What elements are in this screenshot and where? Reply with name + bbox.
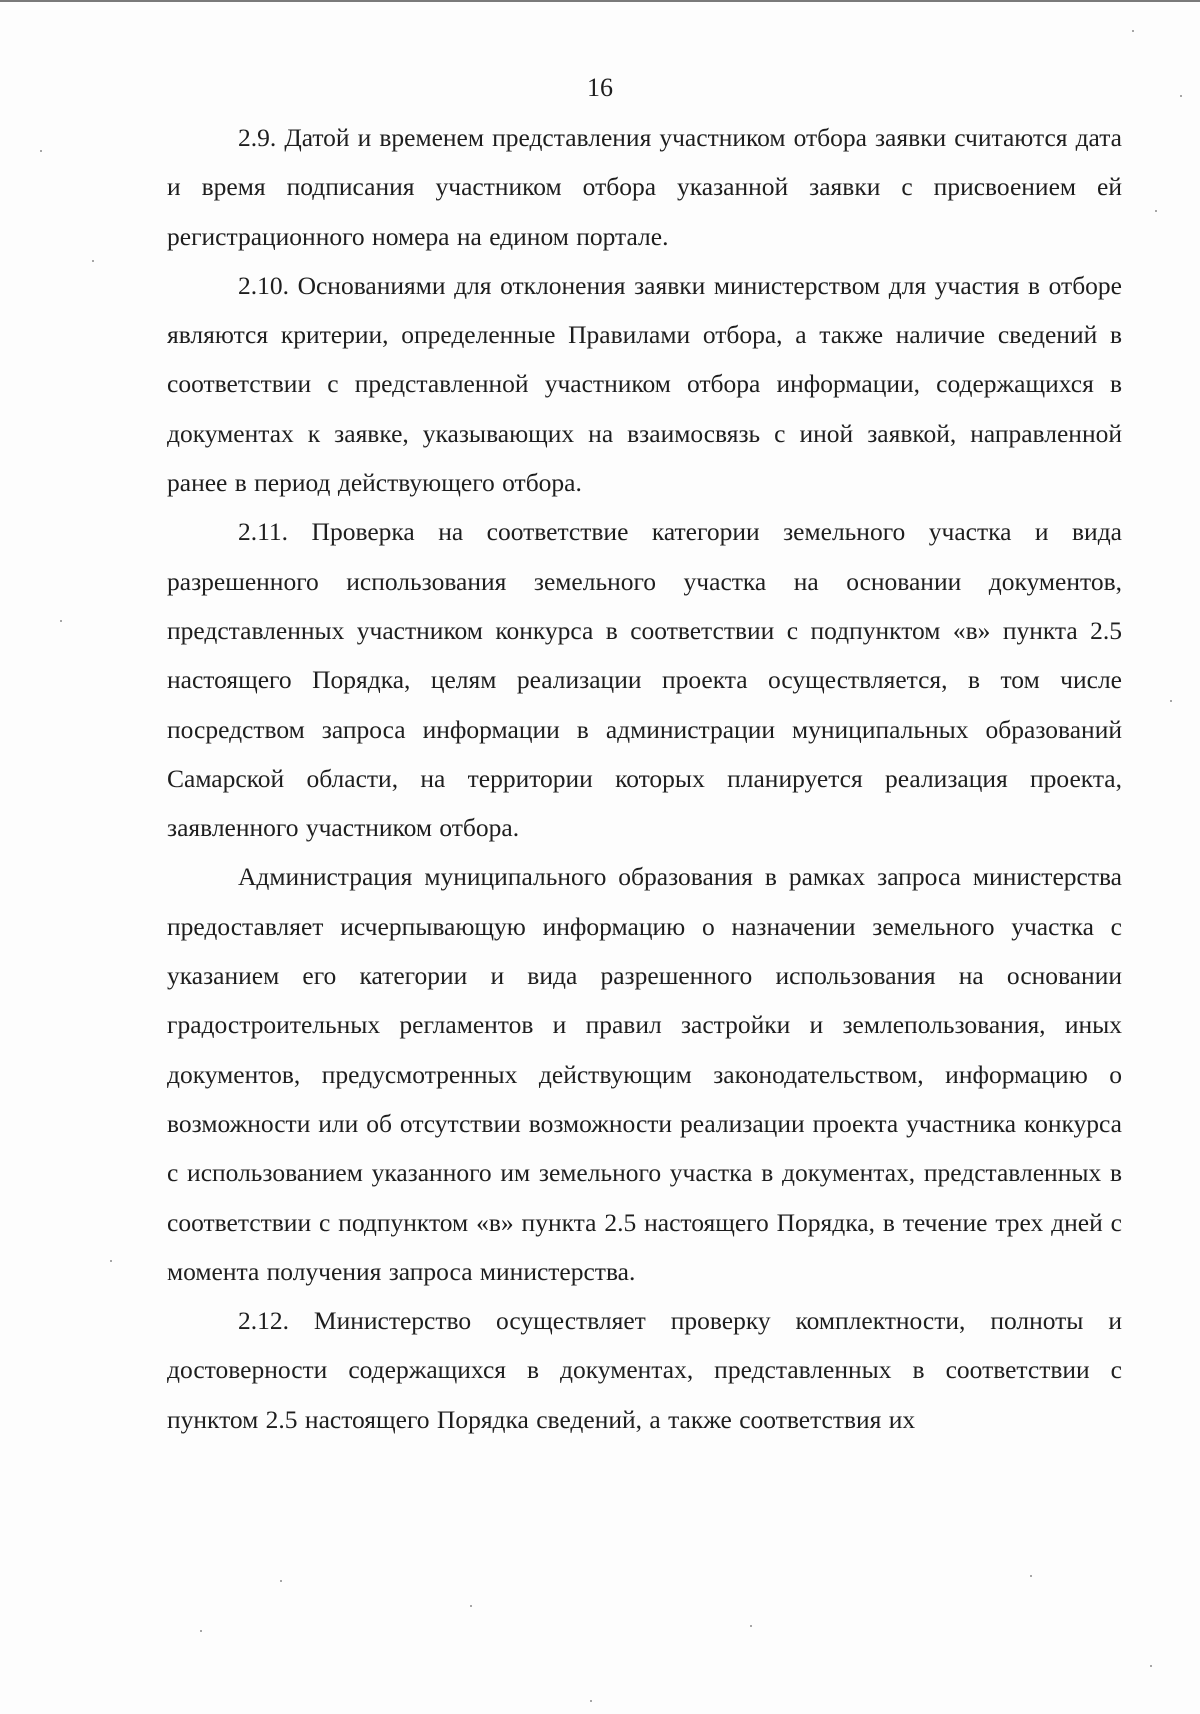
scan-speck — [60, 620, 62, 622]
paragraph-2-10: 2.10. Основаниями для отклонения заявки министерством для участия в отборе являются критерии, определенные Правилами отбора, а также наличие сведений в соответствии с представленной участником отбора информации, содержащихся в документах к заявке, указывающих на взаимосвязь с иной заявкой, направленной ранее в период действующего отбора. — [167, 270, 1122, 498]
scan-speck — [590, 1700, 592, 1702]
scan-speck — [470, 1605, 472, 1607]
scan-speck — [1030, 1575, 1032, 1577]
scan-top-border — [0, 0, 1200, 2]
scan-speck — [1150, 1665, 1152, 1667]
scan-speck — [1180, 95, 1182, 97]
scan-speck — [1170, 700, 1172, 702]
scan-speck — [280, 1580, 282, 1582]
scan-speck — [200, 1630, 202, 1632]
paragraph-2-9: 2.9. Датой и временем представления участником отбора заявки считаются дата и время подписания участником отбора указанной заявки с присвоением ей регистрационного номера на едином портале. — [167, 123, 1122, 251]
scan-speck — [110, 1260, 112, 1262]
scan-speck — [92, 260, 94, 262]
scan-speck — [40, 150, 42, 152]
scan-speck — [1132, 30, 1134, 32]
paragraph-2-12: 2.12. Министерство осуществляет проверку комплектности, полноты и достоверности содержащихся в документах, представленных в соответствии с пунктом 2.5 настоящего Порядка сведений, а также соответствия их — [167, 1306, 1122, 1434]
scan-speck — [1155, 210, 1157, 212]
scan-speck — [750, 1625, 752, 1627]
paragraph-2-11: 2.11. Проверка на соответствие категории земельного участка и вида разрешенного использования земельного участка на основании документов, представленных участником конкурса в соответствии с подпунктом «в» пункта 2.5 настоящего Порядка, целям реализации проекта осуществляется, в том числе посредством запроса информации в администрации муниципальных образований Самарской области, на территории которых планируется реализация проекта, заявленного участником отбора. — [167, 517, 1122, 843]
page-number: 16 — [587, 73, 613, 102]
paragraph-administration: Администрация муниципального образования в рамках запроса министерства предоставляет исчерпывающую информацию о назначении земельного участка с указанием его категории и вида разрешенного использования на основании градостроительных регламентов и правил застройки и землепользования, иных документов, предусмотренных действующим законодательством, информацию о возможности или об отсутствии возможности реализации проекта участника конкурса с использованием указанного им земельного участка в документах, представленных в соответствии с подпунктом «в» пункта 2.5 настоящего Порядка, в течение трех дней с момента получения запроса министерства. — [167, 862, 1122, 1286]
document-body — [167, 113, 1122, 1444]
